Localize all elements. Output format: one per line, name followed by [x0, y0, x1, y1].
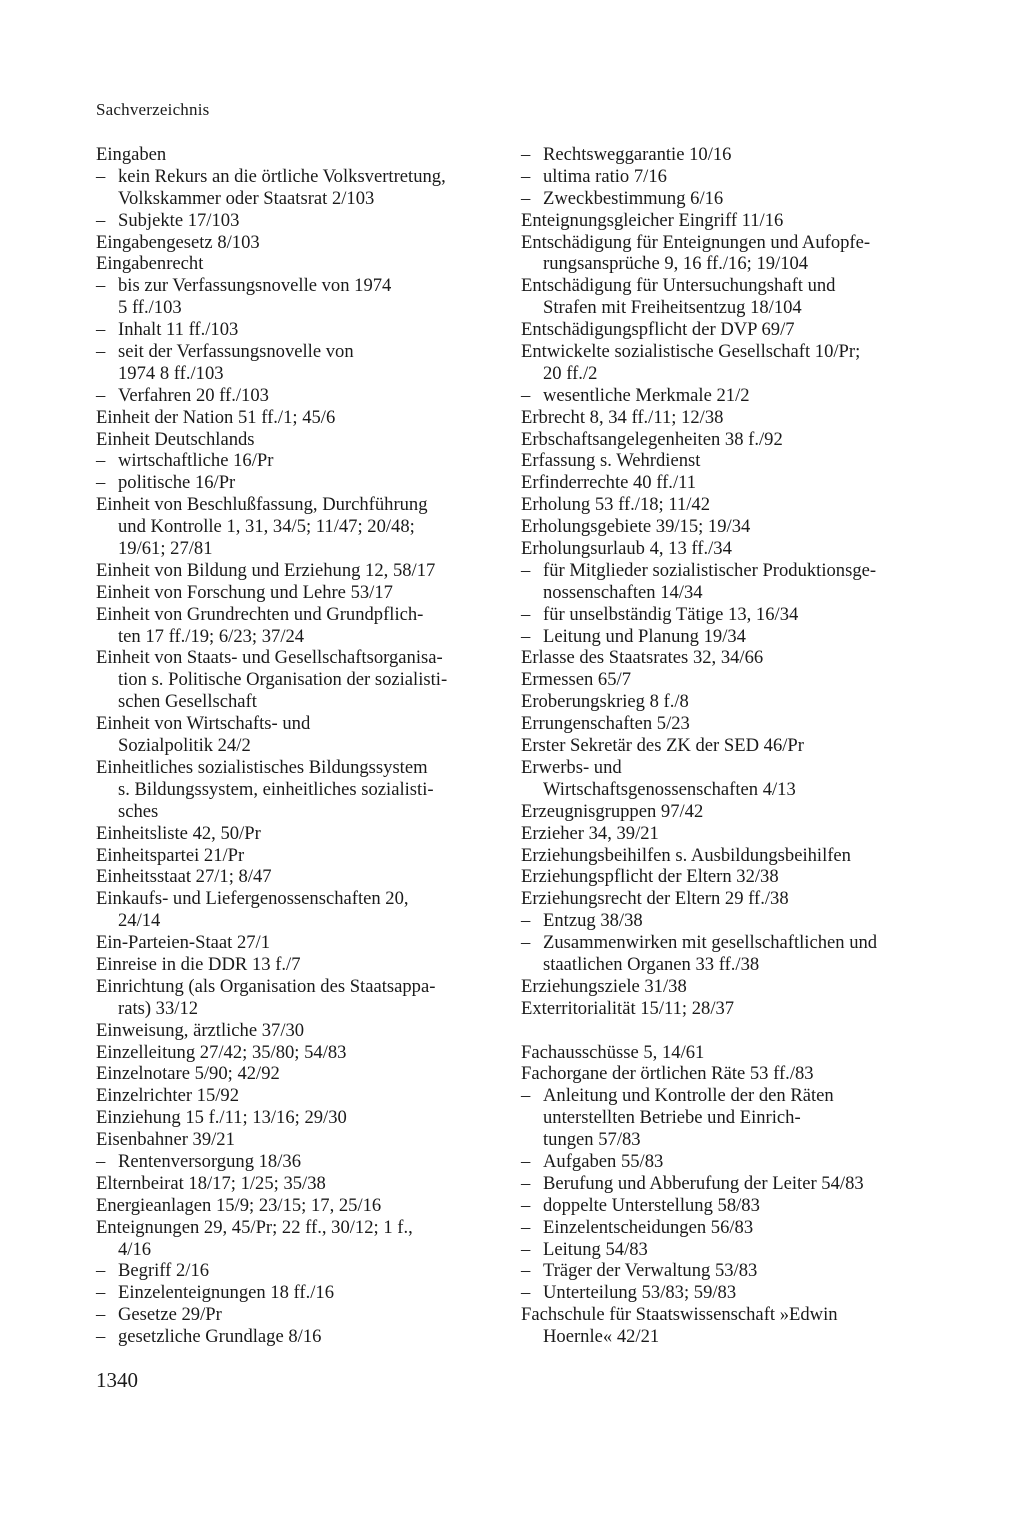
entry-text: Aufgaben 55/83 — [543, 1150, 664, 1172]
subentry-dash: – — [521, 910, 531, 932]
entry-text: bis zur Verfassungsnovelle von 1974 — [118, 275, 392, 297]
entry-text: ultima ratio 7/16 — [543, 165, 667, 187]
index-subentry — [521, 144, 921, 166]
entry-text: 5 ff./103 — [118, 297, 182, 319]
index-entry — [521, 669, 921, 691]
entry-text: Eisenbahner 39/21 — [96, 1129, 235, 1151]
subentry-dash: – — [521, 1282, 531, 1304]
index-entry — [521, 845, 921, 867]
index-entry — [96, 1195, 496, 1217]
entry-text: Erziehungsrecht der Eltern 29 ff./38 — [521, 888, 789, 910]
index-entry — [521, 976, 921, 998]
entry-text: Rentenversorgung 18/36 — [118, 1150, 301, 1172]
index-entry — [521, 319, 921, 341]
entry-text: Enteignungsgleicher Eingriff 11/16 — [521, 209, 784, 231]
index-entry — [96, 429, 496, 451]
entry-text: Entschädigungspflicht der DVP 69/7 — [521, 319, 795, 341]
index-subentry — [96, 1304, 496, 1326]
entry-text: Fachausschüsse 5, 14/61 — [521, 1041, 705, 1063]
index-subentry — [96, 319, 496, 341]
entry-text: 24/14 — [118, 910, 161, 932]
entry-text: unterstellten Betriebe und Einrich- — [543, 1107, 801, 1129]
index-entry — [521, 494, 921, 516]
index-entry — [521, 275, 921, 297]
entry-text: Einheit von Beschlußfassung, Durchführung — [96, 494, 428, 516]
index-entry — [96, 144, 496, 166]
index-continuation — [521, 1326, 921, 1348]
index-subentry — [521, 1085, 921, 1107]
entry-text: Leitung 54/83 — [543, 1238, 648, 1260]
subentry-dash: – — [96, 384, 106, 406]
index-subentry — [96, 1282, 496, 1304]
entry-text: wirtschaftliche 16/Pr — [118, 450, 274, 472]
entry-text: Erwerbs- und — [521, 756, 622, 778]
entry-text: Unterteilung 53/83; 59/83 — [543, 1282, 737, 1304]
index-entry — [96, 757, 496, 779]
index-subentry — [96, 166, 496, 188]
index-column-right — [521, 144, 921, 1348]
subentry-dash: – — [521, 625, 531, 647]
entry-text: Sozialpolitik 24/2 — [118, 735, 251, 757]
entry-text: für Mitglieder sozialistischer Produktionsge- — [543, 559, 877, 581]
subentry-dash: – — [521, 603, 531, 625]
index-entry — [521, 735, 921, 757]
entry-text: Einheit der Nation 51 ff./1; 45/6 — [96, 406, 336, 428]
index-continuation — [521, 582, 921, 604]
index-subentry — [521, 560, 921, 582]
index-entry — [521, 691, 921, 713]
index-continuation — [521, 1107, 921, 1129]
entry-text: Anleitung und Kontrolle der den Räten — [543, 1085, 834, 1107]
index-subentry — [96, 385, 496, 407]
entry-text: Träger der Verwaltung 53/83 — [543, 1260, 758, 1282]
index-entry — [96, 866, 496, 888]
entry-text: Hoernle« 42/21 — [543, 1326, 660, 1348]
index-continuation — [521, 1129, 921, 1151]
entry-text: schen Gesellschaft — [118, 691, 257, 713]
subentry-dash: – — [96, 472, 106, 494]
entry-text: s. Bildungssystem, einheitliches sozialisti- — [118, 778, 434, 800]
index-entry — [521, 998, 921, 1020]
entry-text: Einziehung 15 f./11; 13/16; 29/30 — [96, 1107, 347, 1129]
subentry-dash: – — [96, 1150, 106, 1172]
subentry-dash: – — [96, 319, 106, 341]
subentry-dash: – — [521, 165, 531, 187]
entry-text: Enteignungen 29, 45/Pr; 22 ff., 30/12; 1 f., — [96, 1216, 413, 1238]
index-entry — [96, 976, 496, 998]
index-entry — [96, 253, 496, 275]
subentry-dash: – — [96, 341, 106, 363]
entry-text: Einzelentscheidungen 56/83 — [543, 1216, 754, 1238]
entry-text: Erfassung s. Wehrdienst — [521, 450, 701, 472]
entry-text: Energieanlagen 15/9; 23/15; 17, 25/16 — [96, 1194, 382, 1216]
entry-text: Erbschaftsangelegenheiten 38 f./92 — [521, 428, 783, 450]
index-entry — [96, 1107, 496, 1129]
page-number: 1340 — [96, 1368, 138, 1392]
entry-text: Erziehungsziele 31/38 — [521, 975, 687, 997]
index-entry — [521, 801, 921, 823]
subentry-dash: – — [96, 1260, 106, 1282]
entry-text: politische 16/Pr — [118, 472, 236, 494]
entry-text: sches — [118, 800, 159, 822]
index-entry — [96, 604, 496, 626]
index-continuation — [96, 801, 496, 823]
subentry-dash: – — [96, 1282, 106, 1304]
entry-text: Einheit Deutschlands — [96, 428, 255, 450]
subentry-dash: – — [96, 165, 106, 187]
index-entry — [96, 1063, 496, 1085]
index-subentry — [521, 1195, 921, 1217]
entry-text: 20 ff./2 — [543, 362, 598, 384]
index-continuation — [96, 779, 496, 801]
entry-text: und Kontrolle 1, 31, 34/5; 11/47; 20/48; — [118, 516, 415, 538]
entry-text: Erziehungspflicht der Eltern 32/38 — [521, 866, 779, 888]
index-subentry — [96, 341, 496, 363]
index-entry — [521, 516, 921, 538]
entry-text: Einkaufs- und Liefergenossenschaften 20, — [96, 888, 409, 910]
entry-text: ten 17 ff./19; 6/23; 37/24 — [118, 625, 305, 647]
index-entry — [96, 582, 496, 604]
entry-text: rungsansprüche 9, 16 ff./16; 19/104 — [543, 253, 809, 275]
index-entry — [521, 232, 921, 254]
subentry-dash: – — [96, 1326, 106, 1348]
entry-text: Erziehungsbeihilfen s. Ausbildungsbeihilfen — [521, 844, 851, 866]
index-entry — [96, 232, 496, 254]
index-continuation — [96, 297, 496, 319]
index-continuation — [96, 626, 496, 648]
index-subentry — [521, 626, 921, 648]
entry-text: wesentliche Merkmale 21/2 — [543, 384, 750, 406]
subentry-dash: – — [96, 209, 106, 231]
subentry-dash: – — [521, 1260, 531, 1282]
index-continuation — [96, 1239, 496, 1261]
index-entry — [521, 407, 921, 429]
entry-text: Einzelenteignungen 18 ff./16 — [118, 1282, 335, 1304]
index-subentry — [521, 188, 921, 210]
index-entry — [521, 429, 921, 451]
entry-text: Erbrecht 8, 34 ff./11; 12/38 — [521, 406, 724, 428]
index-continuation — [521, 954, 921, 976]
subentry-dash: – — [521, 1172, 531, 1194]
entry-text: staatlichen Organen 33 ff./38 — [543, 953, 760, 975]
entry-text: Einweisung, ärztliche 37/30 — [96, 1019, 305, 1041]
index-continuation — [521, 297, 921, 319]
index-subentry — [96, 1260, 496, 1282]
entry-text: Berufung und Abberufung der Leiter 54/83 — [543, 1172, 864, 1194]
index-continuation — [521, 363, 921, 385]
section-gap — [521, 1020, 921, 1042]
index-subentry — [521, 1282, 921, 1304]
entry-text: Erholungsurlaub 4, 13 ff./34 — [521, 538, 732, 560]
index-entry — [521, 823, 921, 845]
index-continuation — [96, 516, 496, 538]
index-subentry — [521, 1151, 921, 1173]
index-entry — [96, 560, 496, 582]
index-entry — [96, 1042, 496, 1064]
subentry-dash: – — [96, 275, 106, 297]
index-subentry — [96, 210, 496, 232]
index-continuation — [96, 363, 496, 385]
entry-text: rats) 33/12 — [118, 997, 199, 1019]
index-subentry — [521, 1217, 921, 1239]
entry-text: Einheitsliste 42, 50/Pr — [96, 822, 261, 844]
index-subentry — [521, 1239, 921, 1261]
index-entry — [96, 845, 496, 867]
entry-text: Erholungsgebiete 39/15; 19/34 — [521, 516, 751, 538]
subentry-dash: – — [96, 1304, 106, 1326]
entry-text: Erlasse des Staatsrates 32, 34/66 — [521, 647, 764, 669]
entry-text: Subjekte 17/103 — [118, 209, 240, 231]
entry-text: Einreise in die DDR 13 f./7 — [96, 953, 301, 975]
entry-text: Begriff 2/16 — [118, 1260, 210, 1282]
entry-text: Rechtsweggarantie 10/16 — [543, 144, 732, 165]
subentry-dash: – — [521, 1238, 531, 1260]
entry-text: Fachorgane der örtlichen Räte 53 ff./83 — [521, 1063, 814, 1085]
index-entry — [96, 713, 496, 735]
index-entry — [96, 494, 496, 516]
entry-text: Erzeugnisgruppen 97/42 — [521, 800, 704, 822]
index-continuation — [96, 998, 496, 1020]
index-entry — [521, 1304, 921, 1326]
index-continuation — [96, 691, 496, 713]
entry-text: Ein-Parteien-Staat 27/1 — [96, 932, 271, 954]
entry-text: Gesetze 29/Pr — [118, 1304, 222, 1326]
entry-text: Volkskammer oder Staatsrat 2/103 — [118, 187, 375, 209]
index-entry — [521, 888, 921, 910]
entry-text: Entwickelte sozialistische Gesellschaft 10/Pr; — [521, 341, 861, 363]
index-subentry — [96, 472, 496, 494]
index-subentry — [521, 604, 921, 626]
index-continuation — [96, 538, 496, 560]
entry-text: seit der Verfassungsnovelle von — [118, 341, 354, 363]
entry-text: Inhalt 11 ff./103 — [118, 319, 239, 341]
entry-text: Einzelleitung 27/42; 35/80; 54/83 — [96, 1041, 347, 1063]
entry-text: Exterritorialität 15/11; 28/37 — [521, 997, 735, 1019]
index-entry — [96, 1129, 496, 1151]
entry-text: Einheit von Staats- und Gesellschaftsorganisa- — [96, 647, 443, 669]
entry-text: Eingaben — [96, 144, 167, 165]
subentry-dash: – — [521, 1085, 531, 1107]
index-continuation — [96, 910, 496, 932]
index-entry — [96, 1020, 496, 1042]
index-entry — [521, 757, 921, 779]
entry-text: gesetzliche Grundlage 8/16 — [118, 1326, 322, 1348]
index-entry — [521, 647, 921, 669]
entry-text: doppelte Unterstellung 58/83 — [543, 1194, 760, 1216]
index-entry — [96, 1173, 496, 1195]
entry-text: Ermessen 65/7 — [521, 669, 631, 691]
entry-text: Erzieher 34, 39/21 — [521, 822, 659, 844]
entry-text: Leitung und Planung 19/34 — [543, 625, 746, 647]
entry-text: Einheit von Forschung und Lehre 53/17 — [96, 581, 393, 603]
index-entry — [96, 1085, 496, 1107]
index-entry — [521, 713, 921, 735]
index-continuation — [521, 779, 921, 801]
index-entry — [521, 866, 921, 888]
entry-text: Eroberungskrieg 8 f./8 — [521, 691, 689, 713]
entry-text: Erster Sekretär des ZK der SED 46/Pr — [521, 735, 804, 757]
entry-text: nossenschaften 14/34 — [543, 581, 703, 603]
entry-text: Verfahren 20 ff./103 — [118, 384, 269, 406]
entry-text: Einheitliches sozialistisches Bildungssystem — [96, 756, 428, 778]
index-subentry — [96, 450, 496, 472]
entry-text: Einheitspartei 21/Pr — [96, 844, 245, 866]
subentry-dash: – — [521, 1150, 531, 1172]
index-entry — [521, 538, 921, 560]
index-subentry — [521, 1173, 921, 1195]
index-subentry — [96, 1326, 496, 1348]
index-subentry — [521, 1260, 921, 1282]
index-entry — [521, 1042, 921, 1064]
entry-text: Einheit von Wirtschafts- und — [96, 713, 311, 735]
index-entry — [521, 472, 921, 494]
entry-text: Eingabenrecht — [96, 253, 204, 275]
subentry-dash: – — [521, 932, 531, 954]
entry-text: Einheit von Bildung und Erziehung 12, 58/17 — [96, 559, 436, 581]
entry-text: 19/61; 27/81 — [118, 538, 213, 560]
entry-text: Zusammenwirken mit gesellschaftlichen und — [543, 932, 878, 954]
entry-text: Einrichtung (als Organisation des Staatsappa- — [96, 975, 436, 997]
entry-text: Wirtschaftsgenossenschaften 4/13 — [543, 778, 796, 800]
entry-text: 4/16 — [118, 1238, 152, 1260]
subentry-dash: – — [521, 144, 531, 165]
subentry-dash: – — [96, 450, 106, 472]
entry-text: Einzelrichter 15/92 — [96, 1085, 240, 1107]
index-entry — [521, 1063, 921, 1085]
index-entry — [96, 954, 496, 976]
entry-text: Errungenschaften 5/23 — [521, 713, 690, 735]
index-entry — [96, 823, 496, 845]
subentry-dash: – — [521, 559, 531, 581]
index-entry — [521, 210, 921, 232]
entry-text: Erfinderrechte 40 ff./11 — [521, 472, 697, 494]
entry-text: Elternbeirat 18/17; 1/25; 35/38 — [96, 1172, 326, 1194]
index-entry — [96, 647, 496, 669]
index-entry — [96, 407, 496, 429]
entry-text: Entzug 38/38 — [543, 910, 643, 932]
entry-text: tion s. Politische Organisation der sozialisti- — [118, 669, 448, 691]
entry-text: Eingabengesetz 8/103 — [96, 231, 260, 253]
index-subentry — [521, 910, 921, 932]
index-continuation — [96, 735, 496, 757]
index-subentry — [521, 932, 921, 954]
index-entry — [96, 888, 496, 910]
index-entry — [96, 1217, 496, 1239]
index-continuation — [96, 188, 496, 210]
index-subentry — [521, 166, 921, 188]
entry-text: 1974 8 ff./103 — [118, 362, 224, 384]
entry-text: Einzelnotare 5/90; 42/92 — [96, 1063, 280, 1085]
entry-text: Erholung 53 ff./18; 11/42 — [521, 494, 711, 516]
entry-text: Einheitsstaat 27/1; 8/47 — [96, 866, 272, 888]
index-subentry — [521, 385, 921, 407]
subentry-dash: – — [521, 384, 531, 406]
index-continuation — [521, 253, 921, 275]
entry-text: für unselbständig Tätige 13, 16/34 — [543, 603, 799, 625]
entry-text: Einheit von Grundrechten und Grundpflich- — [96, 603, 424, 625]
index-subentry — [96, 1151, 496, 1173]
entry-text: Fachschule für Staatswissenschaft »Edwin — [521, 1304, 838, 1326]
index-continuation — [96, 669, 496, 691]
entry-text: Entschädigung für Enteignungen und Aufopfe- — [521, 231, 871, 253]
index-entry — [521, 450, 921, 472]
entry-text: Strafen mit Freiheitsentzug 18/104 — [543, 297, 802, 319]
entry-text: tungen 57/83 — [543, 1129, 641, 1151]
index-entry — [96, 932, 496, 954]
subentry-dash: – — [521, 1194, 531, 1216]
index-column-left — [96, 144, 496, 1348]
subentry-dash: – — [521, 187, 531, 209]
entry-text: Entschädigung für Untersuchungshaft und — [521, 275, 836, 297]
index-subentry — [96, 275, 496, 297]
index-entry — [521, 341, 921, 363]
entry-text: kein Rekurs an die örtliche Volksvertretung, — [118, 165, 446, 187]
subentry-dash: – — [521, 1216, 531, 1238]
running-header: Sachverzeichnis — [96, 100, 210, 119]
entry-text: Zweckbestimmung 6/16 — [543, 187, 724, 209]
